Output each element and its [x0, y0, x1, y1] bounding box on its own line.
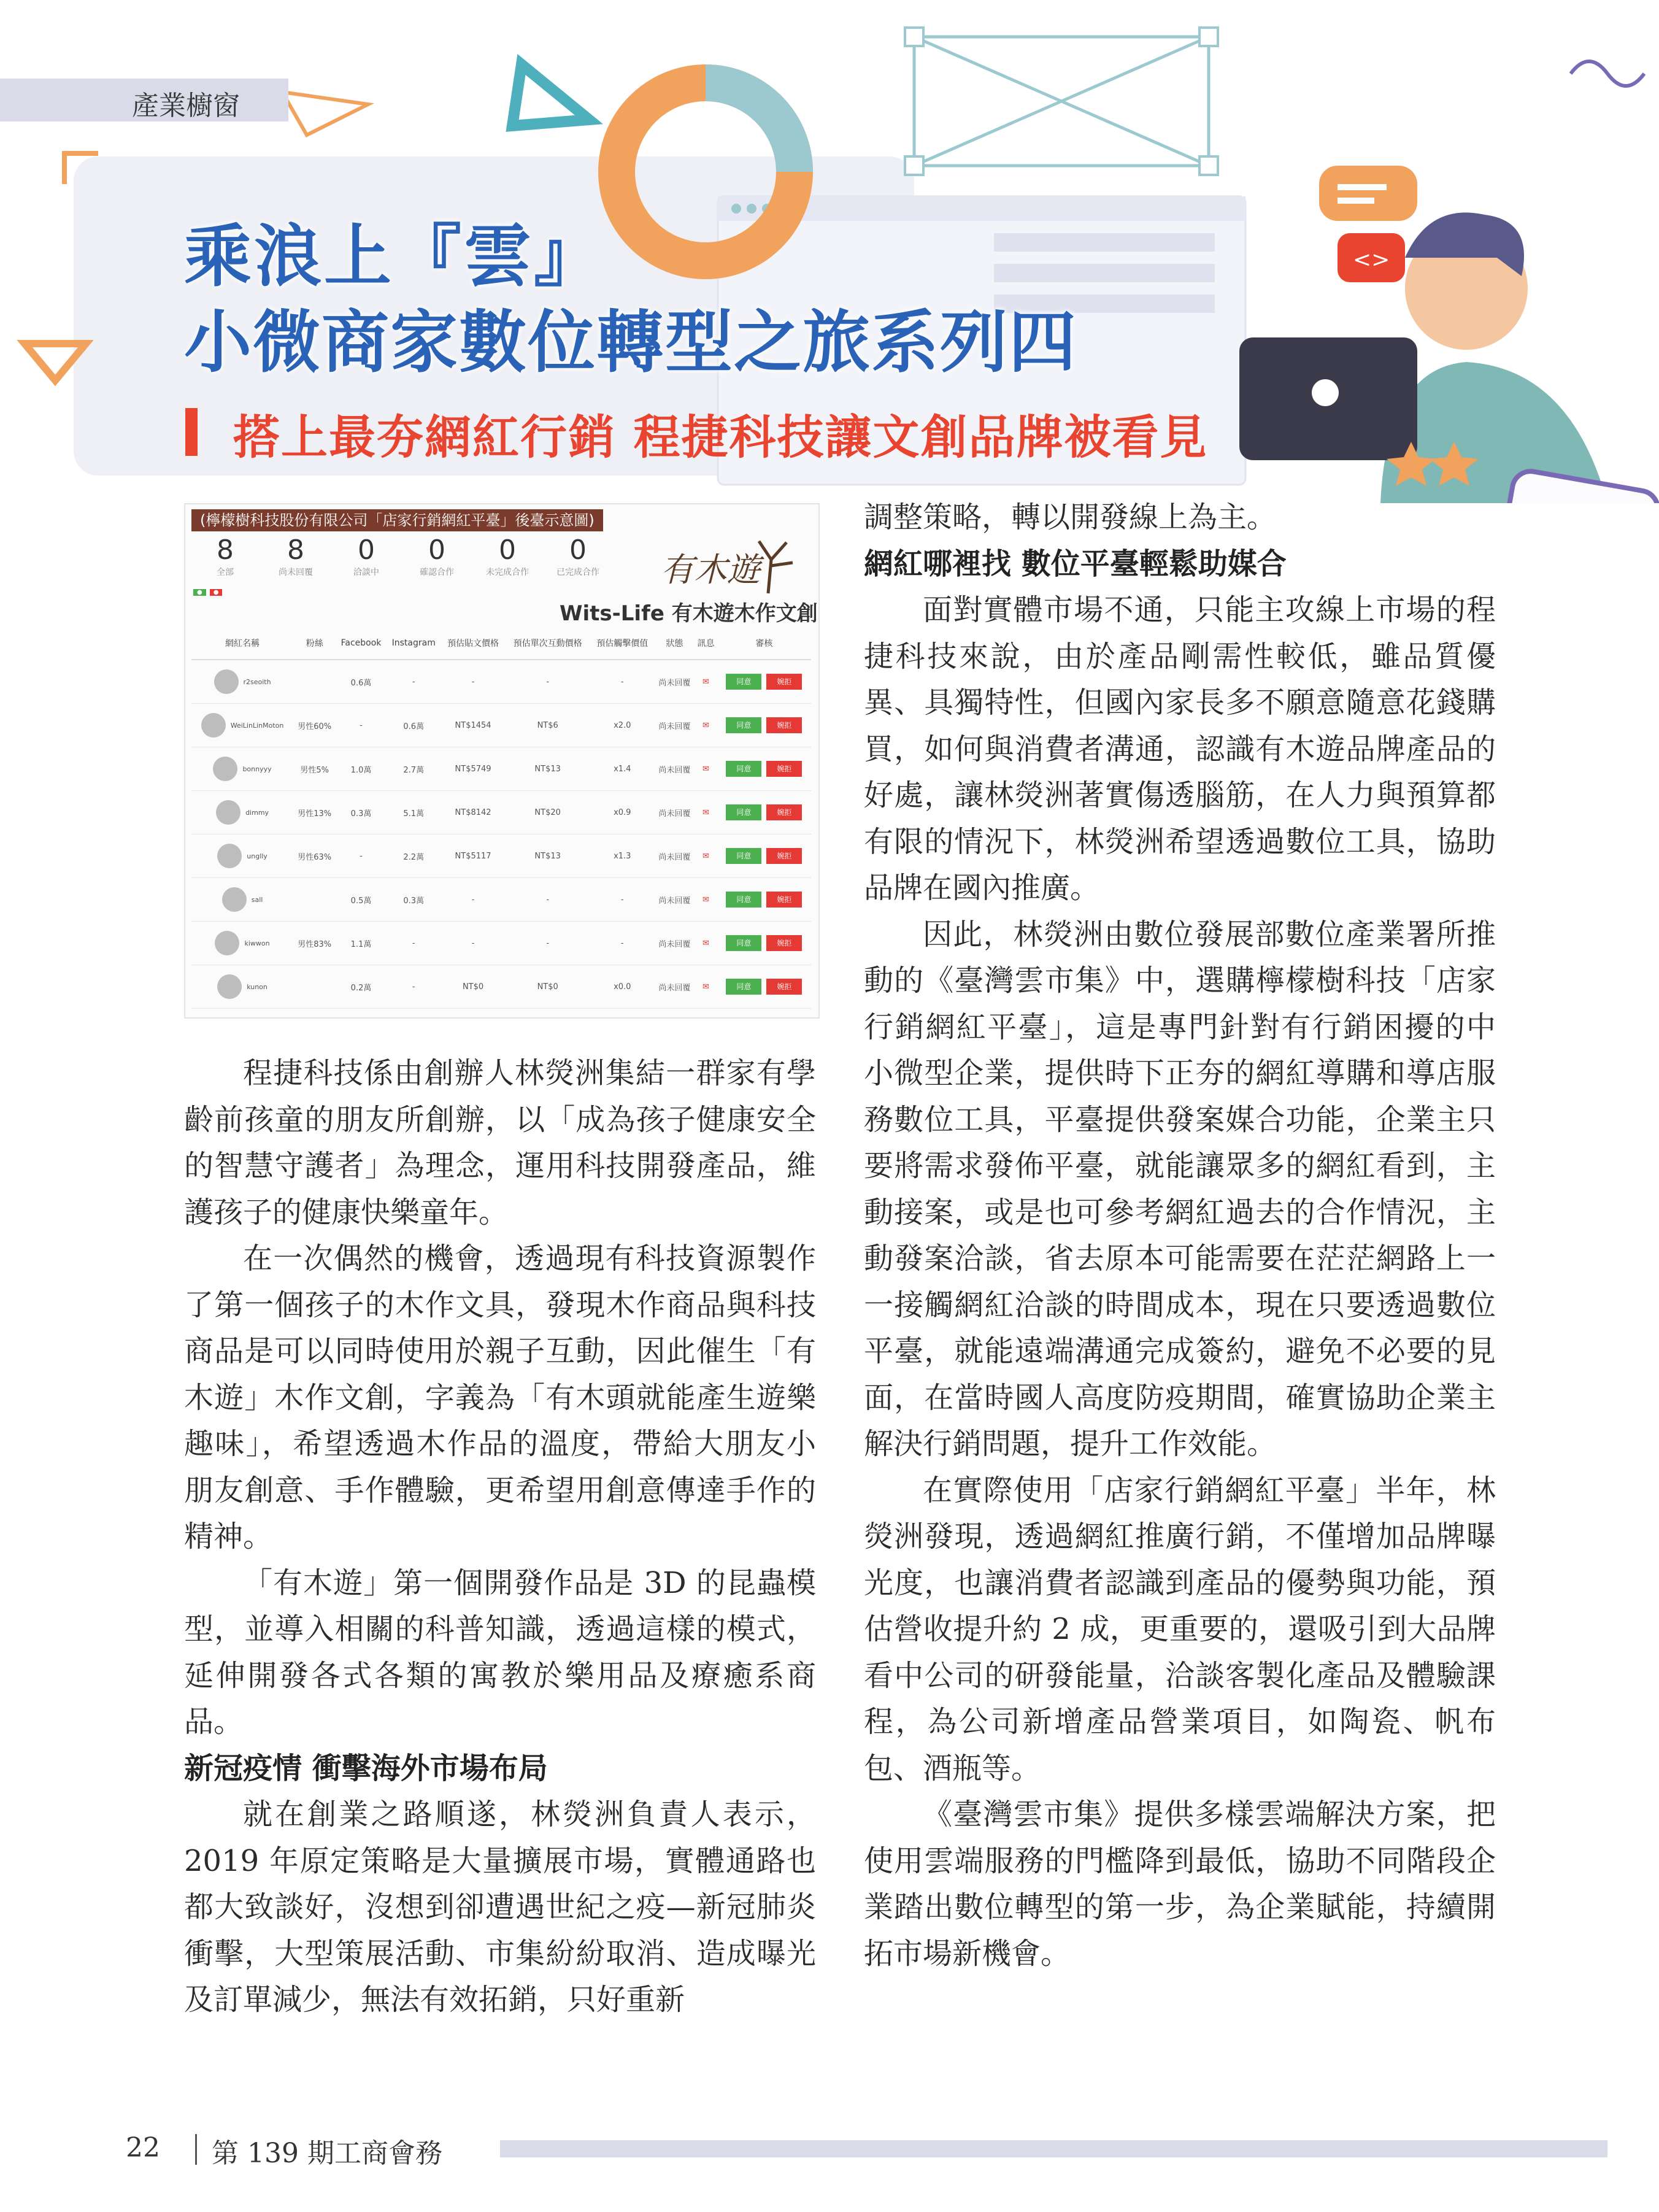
table-row	[191, 747, 811, 791]
approve-button[interactable]: 同意	[726, 979, 761, 995]
status: 尚未回覆	[655, 704, 695, 747]
reject-button[interactable]: 婉拒	[766, 848, 802, 864]
stat-all[interactable]	[191, 535, 259, 578]
stat-label: 尚未回覆	[279, 568, 313, 577]
instagram-followers: -	[387, 660, 441, 704]
avatar	[214, 669, 239, 694]
facebook-followers: 0.3萬	[336, 791, 386, 834]
instagram-followers: 0.6萬	[387, 704, 441, 747]
table-header	[191, 627, 811, 660]
influencer-name-text: r2seoith	[243, 677, 271, 686]
reject-button[interactable]: 婉拒	[766, 892, 802, 908]
stat-label: 確認合作	[420, 568, 454, 577]
influencer-name	[191, 791, 293, 834]
instagram-followers: 0.3萬	[387, 878, 441, 922]
paragraph: 在實際使用「店家行銷網紅平臺」半年，林熒洲發現，透過網紅推廣行銷，不僅增加品牌曝光度，也讓消費者認識到產品的優勢與功能，預估營收提升約 2 成，更重要的，還吸引到大品牌看中公司的研發能量，洽談客製化產品及體驗課程，為公司新增產品營業項目，如陶瓷、帆布包、酒瓶等。	[864, 1473, 1496, 1786]
approve-button[interactable]: 同意	[726, 848, 761, 864]
facebook-followers: -	[336, 704, 386, 747]
col-header: 網紅名稱	[191, 627, 293, 660]
col-header: 預估貼文價格	[441, 627, 506, 660]
message-icon[interactable]: ✉	[695, 834, 717, 878]
message-icon[interactable]: ✉	[695, 791, 717, 834]
reach-value: -	[590, 922, 655, 965]
influencer-name-text: dimmy	[245, 808, 269, 817]
review-actions	[717, 704, 811, 747]
post-price: NT$5117	[441, 834, 506, 878]
stat-label: 未完成合作	[486, 568, 529, 577]
interaction-price: -	[505, 922, 590, 965]
paragraph: 就在創業之路順遂，林熒洲負責人表示，2019 年原定策略是大量擴展市場，實體通路也都大致談好，沒想到卻遭遇世紀之疫—新冠肺炎衝擊，大型策展活動、市集紛紛取消、造成曝光及訂單減少，無法有效拓銷，只好重新	[184, 1797, 816, 2017]
brand-name: Wits-Life 有木遊木作文創	[560, 601, 818, 626]
avatar	[217, 974, 242, 999]
instagram-followers: -	[387, 965, 441, 1009]
stat-value: 0	[569, 534, 587, 566]
reach-value: -	[590, 878, 655, 922]
triangle-decoration	[512, 64, 589, 126]
approve-button[interactable]: 同意	[726, 935, 761, 951]
reject-button[interactable]: 婉拒	[766, 979, 802, 995]
subtitle-accent-bar	[185, 408, 198, 456]
influencer-name	[191, 965, 293, 1009]
message-icon[interactable]: ✉	[695, 878, 717, 922]
review-actions	[717, 965, 811, 1009]
avatar	[213, 757, 237, 781]
status: 尚未回覆	[655, 834, 695, 878]
avatar	[216, 800, 241, 825]
footer-rule	[500, 2140, 1607, 2157]
table-row	[191, 791, 811, 834]
paragraph: 面對實體市場不通，只能主攻線上市場的程捷科技來說，由於產品剛需性較低，雖品質優異、具獨特性，但國內家長多不願意隨意花錢購買，如何與消費者溝通，認識有木遊品牌產品的好處，讓林熒洲著實傷透腦筋，在人力與預算都有限的情況下，林熒洲希望透過數位工具，協助品牌在國內推廣。	[864, 593, 1496, 905]
instagram-followers: -	[387, 922, 441, 965]
reject-button[interactable]: 婉拒	[766, 674, 802, 690]
paper-plane-icon	[282, 92, 368, 135]
post-price: NT$0	[441, 965, 506, 1009]
review-actions	[717, 834, 811, 878]
reach-value: x2.0	[590, 704, 655, 747]
post-price: -	[441, 922, 506, 965]
review-actions	[717, 747, 811, 791]
interaction-price: -	[505, 660, 590, 704]
influencer-name	[191, 704, 293, 747]
influencer-name-text: sall	[251, 895, 263, 904]
stat-value: 0	[428, 534, 445, 566]
stat-value: 0	[358, 534, 375, 566]
paragraph: 「有木遊」第一個開發作品是 3D 的昆蟲模型，並導入相關的科普知識，透過這樣的模式，延伸開發各式各類的寓教於樂用品及療癒系商品。	[184, 1565, 816, 1739]
influencer-name-text: unglly	[247, 852, 268, 860]
legend-tag: ●	[193, 589, 206, 596]
fan-demographic	[293, 965, 336, 1009]
influencer-name	[191, 747, 293, 791]
reject-button[interactable]: 婉拒	[766, 717, 802, 733]
section-heading: 網紅哪裡找 數位平臺輕鬆助媒合	[864, 546, 1287, 581]
table-row	[191, 965, 811, 1009]
status: 尚未回覆	[655, 878, 695, 922]
col-header: 預估單次互動價格	[505, 627, 590, 660]
page-number: 22	[126, 2132, 160, 2164]
table-row	[191, 660, 811, 704]
reject-button[interactable]: 婉拒	[766, 804, 802, 820]
approve-button[interactable]: 同意	[726, 761, 761, 777]
paragraph: 因此，林熒洲由數位發展部數位產業署所推動的《臺灣雲市集》中，選購檸檬樹科技「店家行銷網紅平臺」，這是專門針對有行銷困擾的中小微型企業，提供時下正夯的網紅導購和導店服務數位工具，平臺提供發案媒合功能，企業主只要將需求發佈平臺，就能讓眾多的網紅看到，主動接案，或是也可參考網紅過去的合作情況，主動發案洽談，省去原本可能需要在茫茫網路上一一接觸網紅洽談的時間成本，現在只要透過數位平臺，就能遠端溝通完成簽約，避免不必要的見面，在當時國人高度防疫期間，確實協助企業主解決行銷問題，提升工作效能。	[864, 917, 1496, 1461]
platform-screenshot	[184, 503, 820, 1019]
stat-negotiating[interactable]	[333, 535, 400, 578]
message-icon[interactable]: ✉	[695, 922, 717, 965]
col-header: 訊息	[695, 627, 717, 660]
facebook-followers: 0.6萬	[336, 660, 386, 704]
col-header: 審核	[717, 627, 811, 660]
avatar	[215, 931, 239, 955]
reach-value: x0.9	[590, 791, 655, 834]
issue-label: 第 139 期工商會務	[212, 2138, 442, 2169]
fan-demographic: 男性83%	[293, 922, 336, 965]
status: 尚未回覆	[655, 660, 695, 704]
table-row	[191, 878, 811, 922]
fan-demographic: 男性13%	[293, 791, 336, 834]
status: 尚未回覆	[655, 965, 695, 1009]
review-actions	[717, 791, 811, 834]
post-price: -	[441, 878, 506, 922]
col-header: Instagram	[387, 627, 441, 660]
paragraph: 《臺灣雲市集》提供多樣雲端解決方案，把使用雲端服務的門檻降到最低，協助不同階段企業踏出數位轉型的第一步，為企業賦能，持續開拓市場新機會。	[864, 1797, 1496, 1971]
approve-button[interactable]: 同意	[726, 804, 761, 820]
stat-label: 全部	[217, 568, 234, 577]
reject-button[interactable]: 婉拒	[766, 935, 802, 951]
interaction-price: NT$0	[505, 965, 590, 1009]
headline-line-1: 乘浪上『雲』	[184, 217, 604, 296]
stat-completed[interactable]	[544, 535, 612, 578]
post-price: NT$8142	[441, 791, 506, 834]
influencer-name	[191, 922, 293, 965]
avatar	[217, 844, 242, 868]
influencer-name	[191, 834, 293, 878]
brand-logo-text: 有木遊	[661, 550, 760, 589]
article-right-column	[864, 495, 1496, 1977]
section-label: 產業櫥窗	[132, 90, 240, 121]
interaction-price: NT$20	[505, 791, 590, 834]
post-price: -	[441, 660, 506, 704]
facebook-followers: 1.0萬	[336, 747, 386, 791]
stat-label: 已完成合作	[556, 568, 599, 577]
fan-demographic: 男性5%	[293, 747, 336, 791]
post-price: NT$1454	[441, 704, 506, 747]
avatar	[222, 887, 247, 912]
table-row	[191, 922, 811, 965]
approve-button[interactable]: 同意	[726, 892, 761, 908]
review-actions	[717, 878, 811, 922]
section-tag	[0, 79, 288, 121]
message-icon[interactable]: ✉	[695, 704, 717, 747]
review-actions	[717, 660, 811, 704]
influencer-name-text: kunon	[247, 982, 268, 991]
instagram-followers: 5.1萬	[387, 791, 441, 834]
status: 尚未回覆	[655, 922, 695, 965]
table-row	[191, 834, 811, 878]
stat-value: 8	[287, 534, 304, 566]
figure-caption: (檸檬樹科技股份有限公司「店家行銷網紅平臺」後臺示意圖)	[191, 509, 603, 531]
reach-value: x1.4	[590, 747, 655, 791]
headline-line-2: 小微商家數位轉型之旅系列四	[184, 303, 1077, 382]
reach-value: x0.0	[590, 965, 655, 1009]
footer-divider	[195, 2134, 197, 2165]
reach-value: x1.3	[590, 834, 655, 878]
legend-tag: ●	[210, 589, 223, 596]
subtitle: 搭上最夯網紅行銷 程捷科技讓文創品牌被看見	[233, 410, 1208, 464]
fan-demographic	[293, 660, 336, 704]
speech-bubble-decoration	[1319, 166, 1417, 221]
message-icon[interactable]: ✉	[695, 747, 717, 791]
fan-demographic: 男性63%	[293, 834, 336, 878]
paragraph: 調整策略，轉以開發線上為主。	[864, 500, 1277, 534]
brand-logo	[658, 535, 799, 603]
approve-button[interactable]: 同意	[726, 674, 761, 690]
interaction-price: NT$6	[505, 704, 590, 747]
table-row	[191, 704, 811, 747]
interaction-price: NT$13	[505, 747, 590, 791]
influencer-name-text: WeiLinLinMoton	[230, 721, 284, 730]
instagram-followers: 2.2萬	[387, 834, 441, 878]
influencer-table	[191, 627, 811, 1009]
influencer-name	[191, 660, 293, 704]
stat-confirmed[interactable]	[403, 535, 471, 578]
status: 尚未回覆	[655, 791, 695, 834]
facebook-followers: 0.5萬	[336, 878, 386, 922]
col-header: 預估觸擊價值	[590, 627, 655, 660]
message-icon[interactable]: ✉	[695, 660, 717, 704]
stat-value: 8	[217, 534, 234, 566]
interaction-price: -	[505, 878, 590, 922]
article-left-column	[184, 1050, 816, 2024]
avatar	[201, 713, 226, 738]
stat-value: 0	[499, 534, 516, 566]
col-header: 粉絲	[293, 627, 336, 660]
reach-value: -	[590, 660, 655, 704]
post-price: NT$5749	[441, 747, 506, 791]
legend-line	[191, 588, 224, 596]
approve-button[interactable]: 同意	[726, 717, 761, 733]
section-heading: 新冠疫情 衝擊海外市場布局	[184, 1751, 548, 1786]
influencer-name	[191, 878, 293, 922]
instagram-followers: 2.7萬	[387, 747, 441, 791]
stat-incomplete[interactable]	[474, 535, 541, 578]
facebook-followers: -	[336, 834, 386, 878]
facebook-followers: 0.2萬	[336, 965, 386, 1009]
review-actions	[717, 922, 811, 965]
col-header: Facebook	[336, 627, 386, 660]
message-icon[interactable]: ✉	[695, 965, 717, 1009]
paragraph: 程捷科技係由創辦人林熒洲集結一群家有學齡前孩童的朋友所創辦，以「成為孩子健康安全的智慧守護者」為理念，運用科技開發產品，維護孩子的健康快樂童年。	[184, 1056, 816, 1230]
influencer-name-text: bonnyyy	[242, 765, 272, 773]
facebook-followers: 1.1萬	[336, 922, 386, 965]
svg-text:<>: <>	[1353, 247, 1390, 272]
stat-label: 洽談中	[353, 568, 379, 577]
influencer-name-text: kiwwon	[244, 939, 270, 947]
stat-pending[interactable]	[262, 535, 329, 578]
reject-button[interactable]: 婉拒	[766, 761, 802, 777]
interaction-price: NT$13	[505, 834, 590, 878]
status: 尚未回覆	[655, 747, 695, 791]
paragraph: 在一次偶然的機會，透過現有科技資源製作了第一個孩子的木作文具，發現木作商品與科技商品是可以同時使用於親子互動，因此催生「有木遊」木作文創，字義為「有木頭就能產生遊樂趣味」，希望透過木作品的溫度，帶給大朋友小朋友創意、手作體驗，更希望用創意傳達手作的精神。	[184, 1241, 816, 1554]
fan-demographic	[293, 878, 336, 922]
fan-demographic: 男性60%	[293, 704, 336, 747]
col-header: 狀態	[655, 627, 695, 660]
